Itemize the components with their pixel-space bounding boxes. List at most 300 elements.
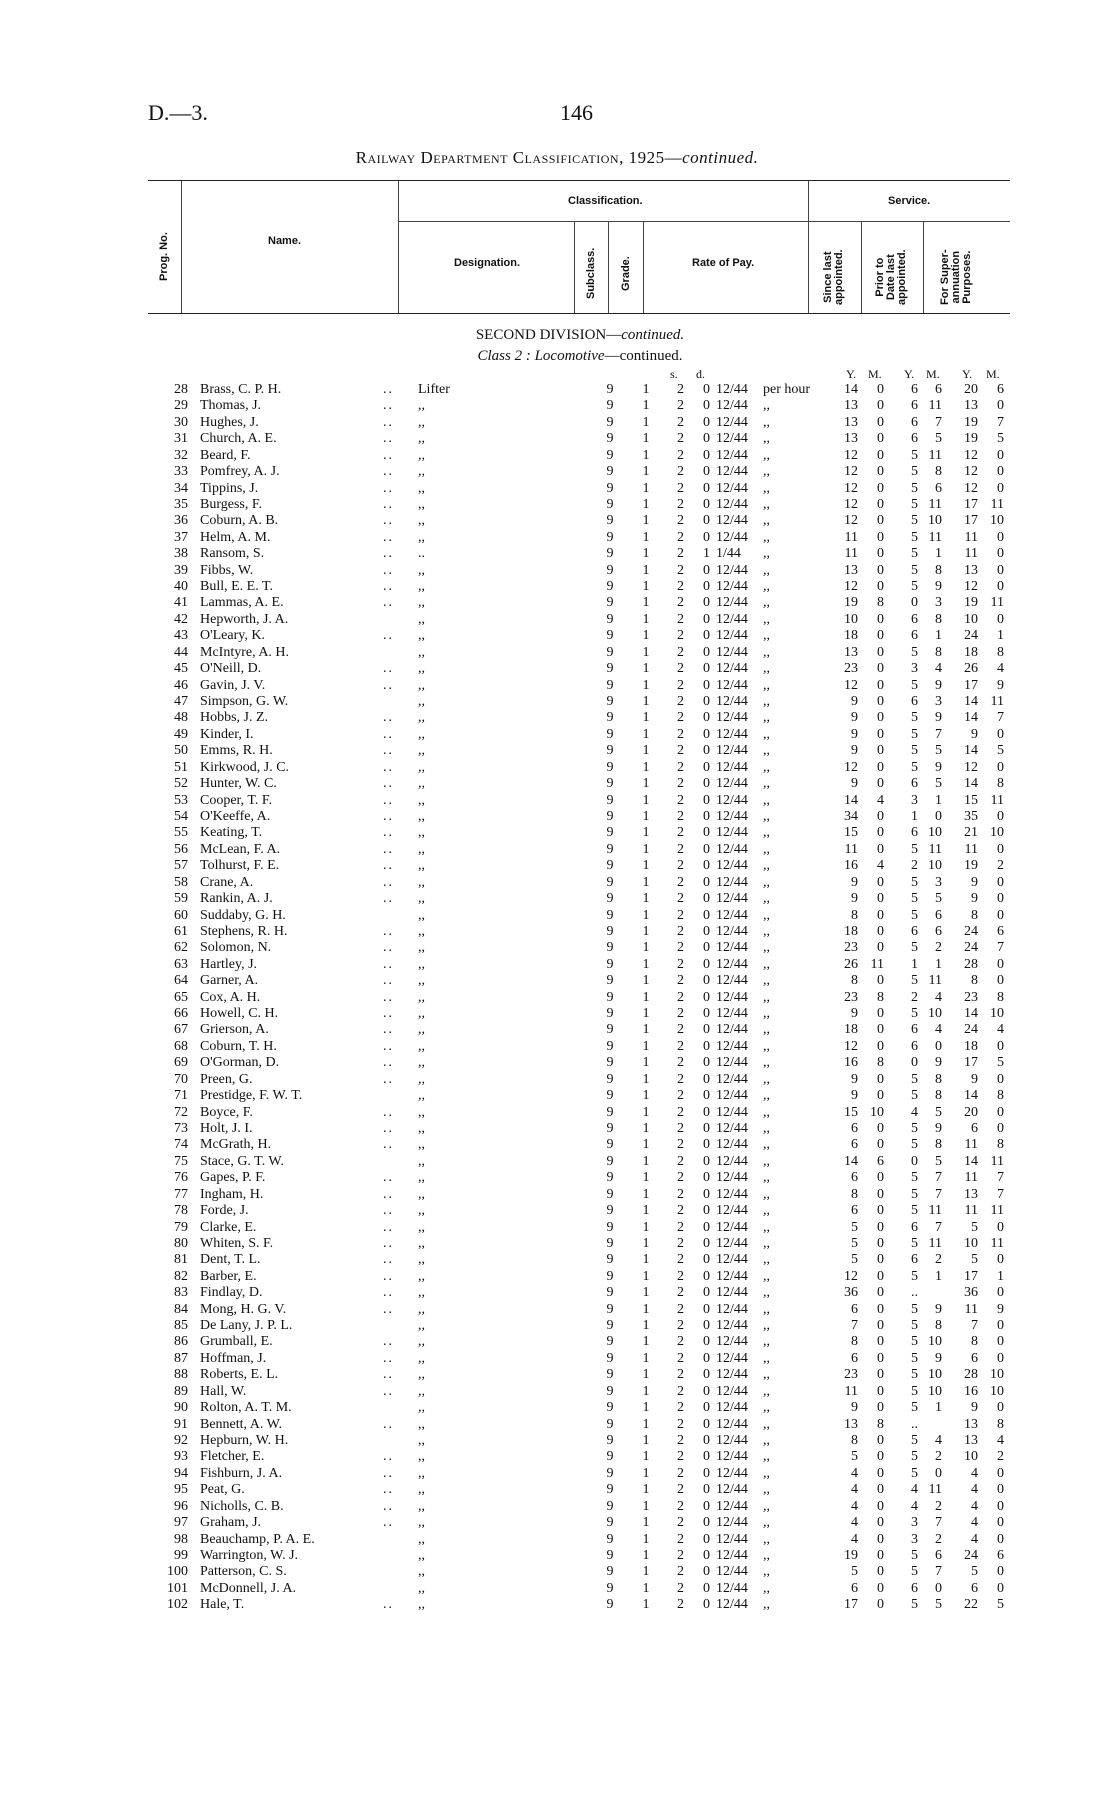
grade: 1	[642, 611, 650, 627]
super-years: 10	[964, 1235, 978, 1251]
super-years: 5	[971, 1219, 978, 1235]
since-years: 19	[844, 595, 858, 611]
prior-years: 5	[911, 1301, 918, 1317]
designation: ,,	[418, 1153, 425, 1169]
subclass: 9	[606, 1170, 614, 1186]
prior-months: 4	[935, 989, 942, 1005]
leader-dots: ..	[383, 464, 394, 480]
rate-pence: 0	[703, 776, 710, 792]
table-row	[148, 957, 1018, 973]
designation: ,,	[418, 726, 425, 742]
grade: 1	[642, 496, 650, 512]
since-months: 0	[877, 1498, 884, 1514]
table-row	[148, 546, 1018, 562]
leader-dots: ..	[383, 923, 394, 939]
grade: 1	[642, 1515, 650, 1531]
prog-no: 56	[174, 841, 188, 857]
rate-fraction: 12/44	[716, 579, 748, 595]
since-months: 0	[877, 1383, 884, 1399]
prior-months: 9	[935, 1055, 942, 1071]
grade: 1	[642, 447, 650, 463]
prior-years: 5	[911, 1449, 918, 1465]
since-months: 0	[877, 1252, 884, 1268]
grade: 1	[642, 464, 650, 480]
grade: 1	[642, 1531, 650, 1547]
leader-dots: ..	[383, 940, 394, 956]
rate-shillings: 2	[677, 825, 684, 841]
rate-pence: 0	[703, 414, 710, 430]
since-months: 0	[877, 1318, 884, 1334]
super-years: 24	[964, 1547, 978, 1563]
super-years: 18	[964, 644, 978, 660]
super-years: 12	[964, 759, 978, 775]
subclass: 9	[606, 398, 614, 414]
rate-shillings: 2	[677, 792, 684, 808]
prog-no: 92	[174, 1433, 188, 1448]
designation: ,,	[418, 1120, 425, 1136]
super-months: 0	[997, 956, 1004, 972]
prior-years: 5	[911, 1350, 918, 1366]
leader-dots: ..	[383, 973, 394, 989]
prior-months: 5	[935, 1153, 942, 1169]
table-row	[148, 513, 1018, 529]
prog-no: 42	[174, 611, 188, 627]
designation: ,,	[418, 1285, 425, 1301]
super-years: 24	[964, 923, 978, 939]
leader-dots: ..	[383, 529, 394, 545]
grade: 1	[642, 1383, 650, 1399]
super-years: 11	[964, 1137, 978, 1153]
prior-months: 6	[935, 382, 942, 397]
rate-shillings: 2	[677, 480, 684, 496]
super-years: 11	[964, 1203, 978, 1219]
prog-no: 57	[174, 858, 188, 874]
since-months: 0	[877, 1580, 884, 1596]
since-years: 34	[844, 808, 858, 824]
designation: ,,	[418, 841, 425, 857]
grade: 1	[642, 1301, 650, 1317]
super-months: 0	[997, 447, 1004, 463]
prior-years: 6	[911, 1219, 918, 1235]
rate-shillings: 2	[677, 973, 684, 989]
designation: ,,	[418, 1383, 425, 1399]
super-months: 6	[997, 1547, 1004, 1563]
rate-shillings: 2	[677, 1367, 684, 1383]
super-months: 10	[990, 1006, 1004, 1022]
designation: ,,	[418, 1318, 425, 1334]
since-months: 0	[877, 464, 884, 480]
employee-name: Whiten, S. F.	[200, 1235, 274, 1251]
prior-years: 5	[911, 644, 918, 660]
prior-years: 4	[911, 1104, 918, 1120]
rate-shillings: 2	[677, 1465, 684, 1481]
super-months: 7	[997, 414, 1004, 430]
rate-fraction: 12/44	[716, 726, 748, 742]
leader-dots: ..	[383, 496, 394, 512]
subclass: 9	[606, 414, 614, 430]
prog-no: 28	[174, 382, 188, 397]
grade: 1	[642, 1219, 650, 1235]
employee-name: Fletcher, E.	[200, 1449, 265, 1465]
rate-shillings: 2	[677, 414, 684, 430]
subclass: 9	[606, 1400, 614, 1416]
super-months: 10	[990, 1367, 1004, 1383]
rate-period: ,,	[763, 1433, 770, 1448]
prog-no: 87	[174, 1350, 188, 1366]
super-months: 0	[997, 480, 1004, 496]
leader-dots: ..	[383, 710, 394, 726]
super-months: 11	[990, 595, 1004, 611]
subclass: 9	[606, 628, 614, 644]
since-years: 12	[844, 1038, 858, 1054]
employee-name: McLean, F. A.	[200, 841, 281, 857]
prog-no: 65	[174, 989, 188, 1005]
super-months: 0	[997, 1350, 1004, 1366]
rate-fraction: 12/44	[716, 1482, 748, 1498]
since-years: 5	[851, 1219, 858, 1235]
rate-shillings: 2	[677, 1547, 684, 1563]
prog-no: 64	[174, 973, 188, 989]
column-since-last-appointed: Since last appointed.	[822, 249, 845, 305]
prior-months: 11	[928, 1482, 942, 1498]
table-row	[148, 1285, 1018, 1301]
subclass: 9	[606, 973, 614, 989]
prior-years: 5	[911, 1433, 918, 1448]
since-months: 8	[877, 989, 884, 1005]
prior-years: 5	[911, 1597, 918, 1613]
unit-months-prior: M.	[926, 367, 940, 381]
super-years: 20	[964, 382, 978, 397]
prior-months: 7	[935, 414, 942, 430]
since-years: 14	[844, 792, 858, 808]
subclass: 9	[606, 480, 614, 496]
super-months: 0	[997, 1219, 1004, 1235]
since-months: 0	[877, 808, 884, 824]
prior-months: 7	[935, 726, 942, 742]
prior-months: 2	[935, 1498, 942, 1514]
since-months: 0	[877, 940, 884, 956]
rate-period: ,,	[763, 1531, 770, 1547]
prior-months: 8	[935, 562, 942, 578]
subclass: 9	[606, 694, 614, 710]
super-years: 4	[971, 1515, 978, 1531]
prog-no: 43	[174, 628, 188, 644]
super-years: 28	[964, 956, 978, 972]
super-months: 0	[997, 907, 1004, 923]
rate-fraction: 12/44	[716, 1367, 748, 1383]
class-heading-continued: —continued.	[604, 348, 683, 364]
subclass: 9	[606, 1285, 614, 1301]
prior-months: 2	[935, 1449, 942, 1465]
since-months: 0	[877, 1285, 884, 1301]
rate-fraction: 12/44	[716, 1104, 748, 1120]
prog-no: 53	[174, 792, 188, 808]
grade: 1	[642, 1498, 650, 1514]
rate-shillings: 2	[677, 595, 684, 611]
subclass: 9	[606, 382, 614, 397]
grade: 1	[642, 1120, 650, 1136]
rate-pence: 0	[703, 1531, 710, 1547]
designation: ,,	[418, 743, 425, 759]
subclass: 9	[606, 1449, 614, 1465]
prior-months: 2	[935, 940, 942, 956]
super-months: 7	[997, 710, 1004, 726]
table-row	[148, 563, 1018, 579]
rate-period: ,,	[763, 1318, 770, 1334]
super-years: 20	[964, 1104, 978, 1120]
rate-pence: 0	[703, 792, 710, 808]
prior-years: 5	[911, 562, 918, 578]
rate-fraction: 12/44	[716, 1285, 748, 1301]
rate-pence: 0	[703, 398, 710, 414]
rate-shillings: 2	[677, 611, 684, 627]
since-months: 0	[877, 1350, 884, 1366]
super-months: 8	[997, 1137, 1004, 1153]
rate-fraction: 12/44	[716, 414, 748, 430]
rate-fraction: 12/44	[716, 464, 748, 480]
employee-name: Ransom, S.	[200, 546, 265, 562]
column-rate-of-pay: Rate of Pay.	[692, 257, 755, 269]
leader-dots: ..	[383, 808, 394, 824]
employee-name: Stace, G. T. W.	[200, 1153, 284, 1169]
prior-years: 5	[911, 1318, 918, 1334]
super-years: 19	[964, 414, 978, 430]
rate-period: per hour	[763, 382, 811, 397]
subclass: 9	[606, 1186, 614, 1202]
leader-dots: ..	[383, 825, 394, 841]
subclass: 9	[606, 1597, 614, 1613]
employee-name: Pomfrey, A. J.	[200, 464, 280, 480]
rate-pence: 0	[703, 1186, 710, 1202]
prior-months: 0	[935, 808, 942, 824]
prog-no: 61	[174, 923, 188, 939]
prior-years: 5	[911, 496, 918, 512]
designation: ,,	[418, 792, 425, 808]
table-row	[148, 661, 1018, 677]
leader-dots: ..	[383, 743, 394, 759]
subclass: 9	[606, 1219, 614, 1235]
super-months: 0	[997, 1120, 1004, 1136]
designation: ,,	[418, 776, 425, 792]
leader-dots: ..	[383, 858, 394, 874]
rate-shillings: 2	[677, 628, 684, 644]
super-months: 9	[997, 677, 1004, 693]
since-years: 18	[844, 923, 858, 939]
rate-shillings: 2	[677, 1268, 684, 1284]
employee-name: Bennett, A. W.	[200, 1416, 283, 1432]
since-months: 0	[877, 907, 884, 923]
employee-name: Rolton, A. T. M.	[200, 1400, 292, 1416]
since-months: 0	[877, 1137, 884, 1153]
since-years: 13	[844, 398, 858, 414]
prior-months: 5	[935, 891, 942, 907]
designation: ,,	[418, 579, 425, 595]
since-years: 9	[851, 726, 858, 742]
leader-dots: ..	[383, 1482, 394, 1498]
since-months: 0	[877, 1449, 884, 1465]
leader-dots: ..	[383, 382, 394, 397]
leader-dots: ..	[383, 1285, 394, 1301]
employee-name: O'Leary, K.	[200, 628, 265, 644]
rate-period: ,,	[763, 1400, 770, 1416]
super-months: 0	[997, 1400, 1004, 1416]
rate-pence: 0	[703, 1252, 710, 1268]
subclass: 9	[606, 874, 614, 890]
leader-dots: ..	[383, 841, 394, 857]
designation: ,,	[418, 956, 425, 972]
rate-shillings: 2	[677, 694, 684, 710]
rate-period: ,,	[763, 546, 770, 562]
prior-years: 3	[911, 1531, 918, 1547]
prior-years: 6	[911, 1252, 918, 1268]
prior-months: 8	[935, 611, 942, 627]
rate-shillings: 2	[677, 431, 684, 447]
table-row	[148, 595, 1018, 611]
designation: ,,	[418, 940, 425, 956]
prior-years: 5	[911, 513, 918, 529]
table-row	[148, 530, 1018, 546]
super-months: 0	[997, 529, 1004, 545]
subclass: 9	[606, 1515, 614, 1531]
prior-months: 4	[935, 1433, 942, 1448]
grade: 1	[642, 1252, 650, 1268]
rate-fraction: 12/44	[716, 956, 748, 972]
subclass: 9	[606, 1038, 614, 1054]
table-row	[148, 858, 1018, 874]
subclass: 9	[606, 1055, 614, 1071]
rate-period: ,,	[763, 595, 770, 611]
designation: ,,	[418, 1137, 425, 1153]
since-years: 15	[844, 1104, 858, 1120]
rate-fraction: 12/44	[716, 480, 748, 496]
super-years: 12	[964, 464, 978, 480]
prog-no: 62	[174, 940, 188, 956]
prior-months: 1	[935, 956, 942, 972]
grade: 1	[642, 1547, 650, 1563]
designation: ,,	[418, 891, 425, 907]
column-group-service: Service.	[888, 195, 931, 207]
since-years: 17	[844, 1597, 858, 1613]
prior-months: 10	[928, 825, 942, 841]
super-months: 0	[997, 611, 1004, 627]
since-years: 12	[844, 759, 858, 775]
prior-years: 5	[911, 1203, 918, 1219]
super-months: 0	[997, 1498, 1004, 1514]
rate-pence: 0	[703, 1285, 710, 1301]
rate-period: ,,	[763, 1055, 770, 1071]
employee-name: Holt, J. I.	[200, 1120, 253, 1136]
super-years: 13	[964, 1416, 978, 1432]
rate-fraction: 12/44	[716, 841, 748, 857]
super-months: 0	[997, 1071, 1004, 1087]
super-years: 6	[971, 1580, 978, 1596]
table-row	[148, 1417, 1018, 1433]
table-row	[148, 645, 1018, 661]
super-years: 5	[971, 1564, 978, 1580]
designation: ,,	[418, 1268, 425, 1284]
rate-shillings: 2	[677, 1334, 684, 1350]
since-years: 9	[851, 710, 858, 726]
employee-name: Tippins, J.	[200, 480, 259, 496]
prior-years: 2	[911, 989, 918, 1005]
employee-name: Burgess, F.	[200, 496, 263, 512]
prog-no: 75	[174, 1153, 188, 1169]
table-row	[148, 431, 1018, 447]
employee-name: Graham, J.	[200, 1515, 262, 1531]
super-months: 11	[990, 1235, 1004, 1251]
subclass: 9	[606, 989, 614, 1005]
since-months: 0	[877, 496, 884, 512]
super-years: 9	[971, 1071, 978, 1087]
prior-months: 5	[935, 743, 942, 759]
employee-name: Hall, W.	[200, 1383, 247, 1399]
designation: ,,	[418, 1071, 425, 1087]
designation: ,,	[418, 1186, 425, 1202]
table-row	[148, 825, 1018, 841]
employee-name: Hunter, W. C.	[200, 776, 277, 792]
rate-period: ,,	[763, 989, 770, 1005]
subclass: 9	[606, 431, 614, 447]
prior-years: 6	[911, 1580, 918, 1596]
rate-shillings: 2	[677, 1531, 684, 1547]
leader-dots: ..	[383, 776, 394, 792]
designation: ,,	[418, 973, 425, 989]
rate-pence: 0	[703, 464, 710, 480]
subclass: 9	[606, 1137, 614, 1153]
since-months: 11	[870, 956, 884, 972]
prog-no: 90	[174, 1400, 188, 1416]
grade: 1	[642, 1055, 650, 1071]
super-years: 7	[971, 1318, 978, 1334]
table-row	[148, 1252, 1018, 1268]
rate-shillings: 2	[677, 776, 684, 792]
super-years: 14	[964, 776, 978, 792]
prior-months: 8	[935, 1088, 942, 1104]
subclass: 9	[606, 1580, 614, 1596]
rate-pence: 0	[703, 825, 710, 841]
designation: Lifter	[418, 382, 450, 397]
designation: ,,	[418, 907, 425, 923]
rate-fraction: 12/44	[716, 1120, 748, 1136]
super-months: 11	[990, 694, 1004, 710]
subclass: 9	[606, 1334, 614, 1350]
prior-years: 0	[911, 1055, 918, 1071]
leader-dots: ..	[383, 447, 394, 463]
since-months: 0	[877, 1120, 884, 1136]
prog-no: 74	[174, 1137, 188, 1153]
rate-fraction: 12/44	[716, 923, 748, 939]
rate-shillings: 2	[677, 858, 684, 874]
since-years: 14	[844, 1153, 858, 1169]
prog-no: 50	[174, 743, 188, 759]
since-years: 8	[851, 1433, 858, 1448]
employee-name: Coburn, T. H.	[200, 1038, 277, 1054]
designation: ,,	[418, 1219, 425, 1235]
super-months: 0	[997, 1038, 1004, 1054]
rate-fraction: 12/44	[716, 710, 748, 726]
leader-dots: ..	[383, 874, 394, 890]
subclass: 9	[606, 1465, 614, 1481]
designation: ,,	[418, 1580, 425, 1596]
super-months: 10	[990, 1383, 1004, 1399]
table-row	[148, 710, 1018, 726]
since-years: 23	[844, 1367, 858, 1383]
employee-name: Boyce, F.	[200, 1104, 253, 1120]
designation: ,,	[418, 808, 425, 824]
employee-name: Barber, E.	[200, 1268, 257, 1284]
subclass: 9	[606, 529, 614, 545]
rate-fraction: 12/44	[716, 1350, 748, 1366]
